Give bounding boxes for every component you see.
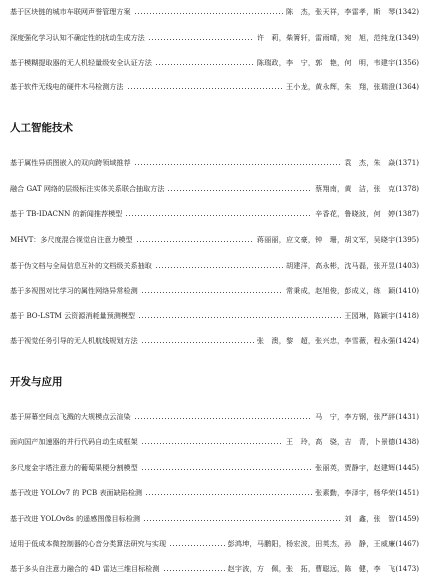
entry-page: (1418) <box>395 311 419 320</box>
toc-entry[interactable] <box>10 436 419 448</box>
toc-entry[interactable] <box>10 208 419 220</box>
section-heading: 人工智能技术 <box>10 122 73 134</box>
entry-page: (1371) <box>395 158 419 167</box>
entry-title: 基于视觉任务引导的无人机航线规划方法 <box>10 336 138 345</box>
entry-authors: 王园琳，陈颖宇 <box>344 311 396 320</box>
entry-title: 基于软件无线电的硬件木马检测方法 <box>10 82 124 91</box>
entry-authors: 彭鸿坤，马鹏阳，杨宏波，田英杰，孙 静，王威廉 <box>227 539 396 548</box>
entry-authors: 蒋丽丽，应文豪，钟 珊，胡文军，吴晓宇 <box>256 235 396 244</box>
toc-entry[interactable] <box>10 310 419 322</box>
entry-title: 适用于低成本微控制器的心音分类算法研究与实现 <box>10 539 167 548</box>
entry-page: (1445) <box>395 463 419 472</box>
entry-authors: 赵宇波，方 佩，张 拓，曹聪远，陈 健，李 飞 <box>227 564 396 573</box>
entry-title: 基于多视图对比学习的属性网络异常检测 <box>10 286 138 295</box>
dot-leader <box>127 87 284 90</box>
toc-entry[interactable] <box>10 487 419 499</box>
entry-authors: 张 澳，黎 超，张兴忠，李雪薇，程永强 <box>256 336 396 345</box>
dot-leader <box>148 38 254 41</box>
entry-authors: 王 玲，高 骁，吉 青，卜景德 <box>286 437 396 446</box>
toc-entry[interactable] <box>10 157 419 169</box>
entry-authors: 刘 鑫，张 智 <box>344 514 396 523</box>
toc-entry[interactable] <box>10 32 419 44</box>
entry-authors: 蔡翔南，黄 洁，张 克 <box>315 184 396 193</box>
section-heading: 开发与应用 <box>10 376 63 388</box>
entry-page: (1356) <box>395 58 419 67</box>
dot-leader <box>141 468 312 471</box>
entry-title: 基于 BO-LSTM 云资源消耗量预测模型 <box>10 311 136 320</box>
entry-page: (1438) <box>395 437 419 446</box>
toc-entry[interactable] <box>10 411 419 423</box>
entry-title: MHVT：多尺度混合视觉自注意力模型 <box>10 235 133 244</box>
dot-leader <box>141 442 283 445</box>
entry-title: 基于多头自注意力融合的 4D 雷达三维目标检测 <box>10 564 160 573</box>
dot-leader <box>134 417 313 420</box>
entry-title: 基于屏幕空间点飞溅的大规模点云渲染 <box>10 412 131 421</box>
entry-page: (1451) <box>395 488 419 497</box>
entry-page: (1395) <box>395 235 419 244</box>
toc-entry[interactable] <box>10 335 419 347</box>
entry-title: 面向国产加速器的并行代码自动生成框架 <box>10 437 138 446</box>
toc-entry[interactable] <box>10 285 419 297</box>
dot-leader <box>141 341 254 344</box>
entry-page: (1431) <box>395 412 419 421</box>
entry-page: (1364) <box>395 82 419 91</box>
entry-page: (1378) <box>395 184 419 193</box>
entry-page: (1467) <box>395 539 419 548</box>
entry-page: (1342) <box>395 7 419 16</box>
dot-leader <box>145 493 312 496</box>
entry-title: 基于 TB-IDACNN 的新闻推荐模型 <box>10 209 123 218</box>
entry-page: (1459) <box>395 514 419 523</box>
entry-authors: 陈瑞政，李 宁，郭 艳，何 明，韦建宇 <box>256 58 396 67</box>
toc-entry[interactable] <box>10 183 419 195</box>
entry-page: (1387) <box>395 209 419 218</box>
dot-leader <box>169 544 225 547</box>
dot-leader <box>167 189 312 192</box>
dot-leader <box>143 519 341 522</box>
toc-entry[interactable] <box>10 260 419 272</box>
dot-leader <box>155 63 254 66</box>
entry-title: 基于改进 YOLOv7 的 PCB 表面缺陷检测 <box>10 488 143 497</box>
dot-leader <box>134 12 283 15</box>
entry-page: (1403) <box>395 261 419 270</box>
entry-authors: 马 宁，李方钢，张严辞 <box>315 412 396 421</box>
dot-leader <box>138 316 341 319</box>
toc-entry[interactable] <box>10 462 419 474</box>
entry-title: 融合 GAT 网络的层级标注实体关系联合抽取方法 <box>10 184 165 193</box>
dot-leader <box>141 291 283 294</box>
entry-authors: 辛香花，鲁晓波，何 婷 <box>315 209 396 218</box>
toc-entry[interactable] <box>10 81 419 93</box>
entry-authors: 胡建洋，高永彬，沈马磊，张开昱 <box>286 261 396 270</box>
dot-leader <box>136 240 254 243</box>
entry-title: 深度强化学习认知不确定性的扰动生成方法 <box>10 33 145 42</box>
dot-leader <box>155 266 283 269</box>
entry-authors: 袁 杰，朱 焱 <box>344 158 396 167</box>
entry-page: (1410) <box>395 286 419 295</box>
entry-title: 多尺度金字塔注意力的葡萄果梗分割模型 <box>10 463 138 472</box>
entry-title: 基于改进 YOLOv8s 的遥感图像目标检测 <box>10 514 140 523</box>
entry-page: (1349) <box>395 33 419 42</box>
entry-authors: 陈 杰，张天祥，李雷孝，斯 琴 <box>286 7 396 16</box>
dot-leader <box>125 214 312 217</box>
entry-title: 基于伪文档与全局信息互补的文档级关系抽取 <box>10 261 152 270</box>
entry-title: 基于模糊提取器的无人机轻量级安全认证方法 <box>10 58 152 67</box>
entry-authors: 常秉成，赵旭俊，彭成义，练 颖 <box>286 286 396 295</box>
entry-title: 基于属性异质图嵌入的双向跨领域推荐 <box>10 158 131 167</box>
toc-entry[interactable] <box>10 234 419 246</box>
entry-authors: 王小龙，黄永辉，朱 翔，张瑞澄 <box>286 82 396 91</box>
entry-authors: 许 莉，柴箐轩，雷雨晴，宛 旭，范纯龙 <box>256 33 396 42</box>
entry-authors: 张素勤，李泽宇，杨华荣 <box>315 488 396 497</box>
toc-entry[interactable] <box>10 57 419 69</box>
dot-leader <box>134 163 342 166</box>
entry-title: 基于区块链的城市车联网声誉管理方案 <box>10 7 131 16</box>
entry-page: (1473) <box>395 564 419 573</box>
toc-entry[interactable] <box>10 513 419 525</box>
dot-leader <box>163 569 225 572</box>
toc-entry[interactable] <box>10 563 419 575</box>
entry-page: (1424) <box>395 336 419 345</box>
toc-entry[interactable] <box>10 538 419 550</box>
toc-entry[interactable] <box>10 6 419 18</box>
entry-authors: 张丽英，贾静宇，赵建辉 <box>315 463 396 472</box>
